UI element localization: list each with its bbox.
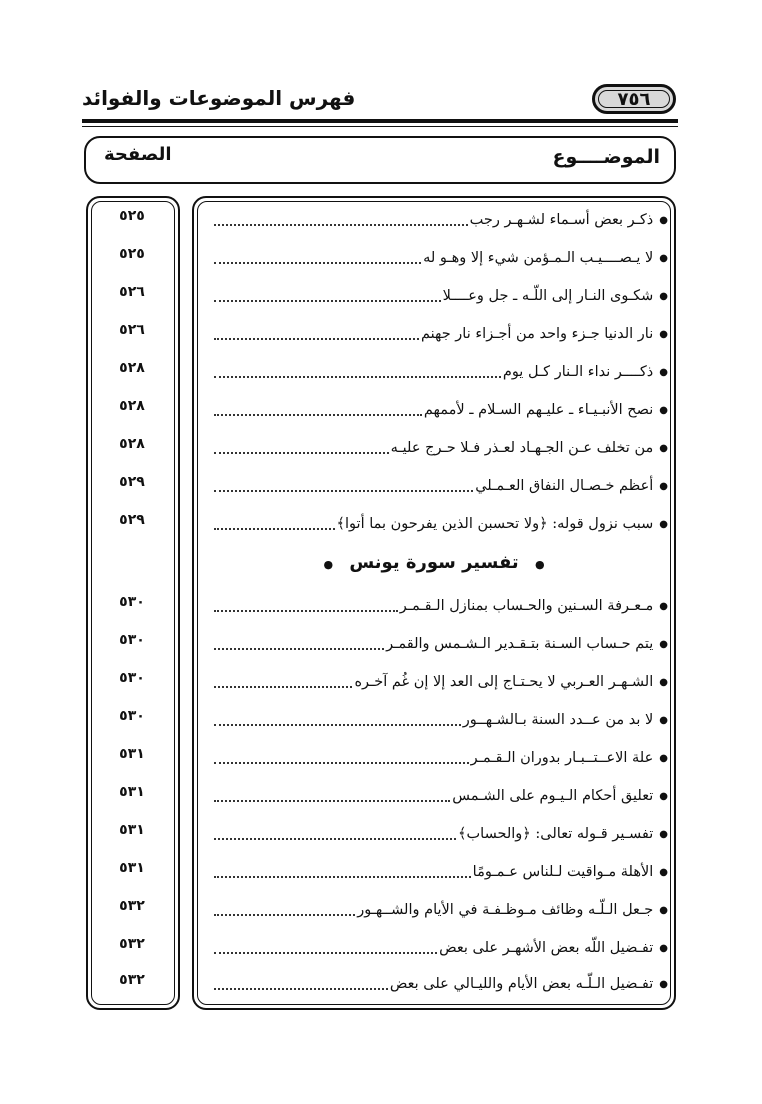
entry-text: من تخلف عـن الجـهـاد لعـذر فـلا حـرج عليـه — [390, 440, 654, 456]
page-header — [82, 84, 678, 118]
bullet-icon: ● — [659, 442, 668, 454]
entry-text: تفسـير قـوله تعالى: ﴿والحساب﴾ — [458, 826, 654, 842]
entry-text: ذكــــر نداء الـنار كـل يوم — [502, 364, 654, 380]
leader-dots — [214, 762, 469, 764]
index-entry — [0, 932, 762, 962]
entry-text: أعظم خـصـال النفاق العـمـلي — [475, 478, 654, 494]
entry-page: ٥٢٩ — [119, 474, 145, 490]
running-title: فهرس الموضوعات والفوائد — [82, 86, 356, 110]
index-entry — [0, 818, 762, 848]
leader-dots — [214, 452, 389, 454]
leader-dots — [214, 300, 441, 302]
index-entry — [0, 432, 762, 462]
bullet-icon: ● — [659, 828, 668, 840]
section-heading — [0, 550, 762, 580]
entry-page: ٥٣٢ — [119, 936, 145, 952]
entry-page: ٥٣٠ — [119, 594, 145, 610]
entry-text: جـعل الـلّـه وظائف مـوظـفـة في الأيام والشــهـور — [357, 902, 654, 918]
entry-text: لا بد من عــدد السنة بـالشـهــور — [462, 712, 654, 728]
index-entry — [0, 856, 762, 886]
entry-text: تعليق أحكام الـيـوم على الشـمس — [452, 788, 654, 804]
page-number: ٧٥٦ — [617, 88, 651, 110]
entry-page: ٥٢٩ — [119, 512, 145, 528]
bullet-icon: ● — [659, 404, 668, 416]
leader-dots — [214, 800, 450, 802]
leader-dots — [214, 648, 384, 650]
header-rule-thin — [82, 126, 678, 127]
leader-dots — [214, 262, 421, 264]
bullet-icon: ● — [659, 518, 668, 530]
entry-page: ٥٣١ — [119, 822, 145, 838]
bullet-icon: ● — [659, 252, 668, 264]
entry-page: ٥٢٨ — [119, 398, 145, 414]
entry-page: ٥٢٥ — [119, 246, 145, 262]
bullet-icon: ● — [534, 558, 545, 571]
entry-text: لا يـصــــيـب الـمـؤمن شيء إلا وهـو له — [423, 250, 654, 266]
index-entry — [0, 318, 762, 348]
entry-page: ٥٢٦ — [119, 322, 145, 338]
bullet-icon: ● — [659, 978, 668, 990]
index-entry — [0, 666, 762, 696]
leader-dots — [214, 528, 335, 530]
index-entry — [0, 280, 762, 310]
entry-text: يتم حـساب السـنة بتـقـدير الـشـمس والقمـر — [386, 636, 654, 652]
bullet-icon: ● — [659, 866, 668, 878]
entry-text: علة الاعــتــبـار بدوران الـقـمـر — [470, 750, 654, 766]
index-entry — [0, 968, 762, 998]
bullet-icon: ● — [659, 638, 668, 650]
index-entry — [0, 204, 762, 234]
bullet-icon: ● — [323, 558, 334, 571]
entry-page: ٥٢٨ — [119, 436, 145, 452]
entry-page: ٥٣١ — [119, 860, 145, 876]
bullet-icon: ● — [659, 480, 668, 492]
leader-dots — [214, 988, 388, 990]
bullet-icon: ● — [659, 600, 668, 612]
entry-page: ٥٢٦ — [119, 284, 145, 300]
index-entry — [0, 356, 762, 386]
index-entry — [0, 894, 762, 924]
entry-text: سبب نزول قوله: ﴿ولا تحسبن الذين يفرحون بما أتوا﴾ — [336, 516, 654, 532]
leader-dots — [214, 610, 398, 612]
leader-dots — [214, 914, 355, 916]
page-number-badge — [592, 84, 676, 114]
entry-page: ٥٣١ — [119, 746, 145, 762]
page-column-label: الصفحة — [104, 144, 172, 165]
leader-dots — [214, 952, 437, 954]
entry-page: ٥٢٥ — [119, 208, 145, 224]
bullet-icon: ● — [659, 328, 668, 340]
index-entry — [0, 590, 762, 620]
bullet-icon: ● — [659, 676, 668, 688]
entry-text: شكـوى النـار إلى اللّـه ـ جل وعــــلا — [442, 288, 654, 304]
leader-dots — [214, 338, 419, 340]
entry-text: نصح الأنبـيـاء ـ عليـهم السـلام ـ لأممهم — [423, 402, 654, 418]
entry-text: نار الدنيا جـزء واحد من أجـزاء نار جهنم — [421, 326, 654, 342]
bullet-icon: ● — [659, 366, 668, 378]
entry-text: الشـهـر العـربي لا يحـتـاج إلى العد إلا إن غُم آخـره — [354, 674, 654, 690]
index-entry — [0, 780, 762, 810]
index-entry — [0, 628, 762, 658]
entry-page: ٥٣٠ — [119, 670, 145, 686]
header-rule-thick — [82, 119, 678, 123]
entry-page: ٥٣٢ — [119, 898, 145, 914]
entry-text: تفـضيل الـلّـه بعض الأيام والليـالي على بعض — [389, 976, 654, 992]
entry-page: ٥٢٨ — [119, 360, 145, 376]
leader-dots — [214, 490, 473, 492]
index-entry — [0, 470, 762, 500]
leader-dots — [214, 876, 471, 878]
bullet-icon: ● — [659, 904, 668, 916]
column-header — [84, 136, 676, 184]
leader-dots — [214, 224, 468, 226]
bullet-icon: ● — [659, 714, 668, 726]
entry-text: ذكـر بعض أسـماء لشـهـر رجب — [469, 212, 654, 228]
entry-text: تفـضيل اللّه بعض الأشهـر على بعض — [439, 940, 654, 956]
bullet-icon: ● — [659, 214, 668, 226]
bullet-icon: ● — [659, 790, 668, 802]
entry-page: ٥٣٠ — [119, 632, 145, 648]
leader-dots — [214, 724, 461, 726]
entry-text: مـعـرفة السـنين والحـساب بمنازل الـقـمـر — [399, 598, 654, 614]
leader-dots — [214, 838, 456, 840]
leader-dots — [214, 686, 352, 688]
bullet-icon: ● — [659, 752, 668, 764]
index-entry — [0, 508, 762, 538]
topic-column-label: الموضــــوع — [552, 146, 660, 168]
index-entry — [0, 242, 762, 272]
entry-page: ٥٣٢ — [119, 972, 145, 988]
index-entry — [0, 394, 762, 424]
bullet-icon: ● — [659, 290, 668, 302]
leader-dots — [214, 414, 422, 416]
entry-page: ٥٣١ — [119, 784, 145, 800]
bullet-icon: ● — [659, 942, 668, 954]
entry-page: ٥٣٠ — [119, 708, 145, 724]
entry-text: الأهلة مـواقيت لـلناس عـمـومًا — [472, 864, 654, 880]
leader-dots — [214, 376, 501, 378]
index-entry — [0, 742, 762, 772]
index-entry — [0, 704, 762, 734]
section-title-text: تفسير سورة يونس — [349, 552, 519, 573]
